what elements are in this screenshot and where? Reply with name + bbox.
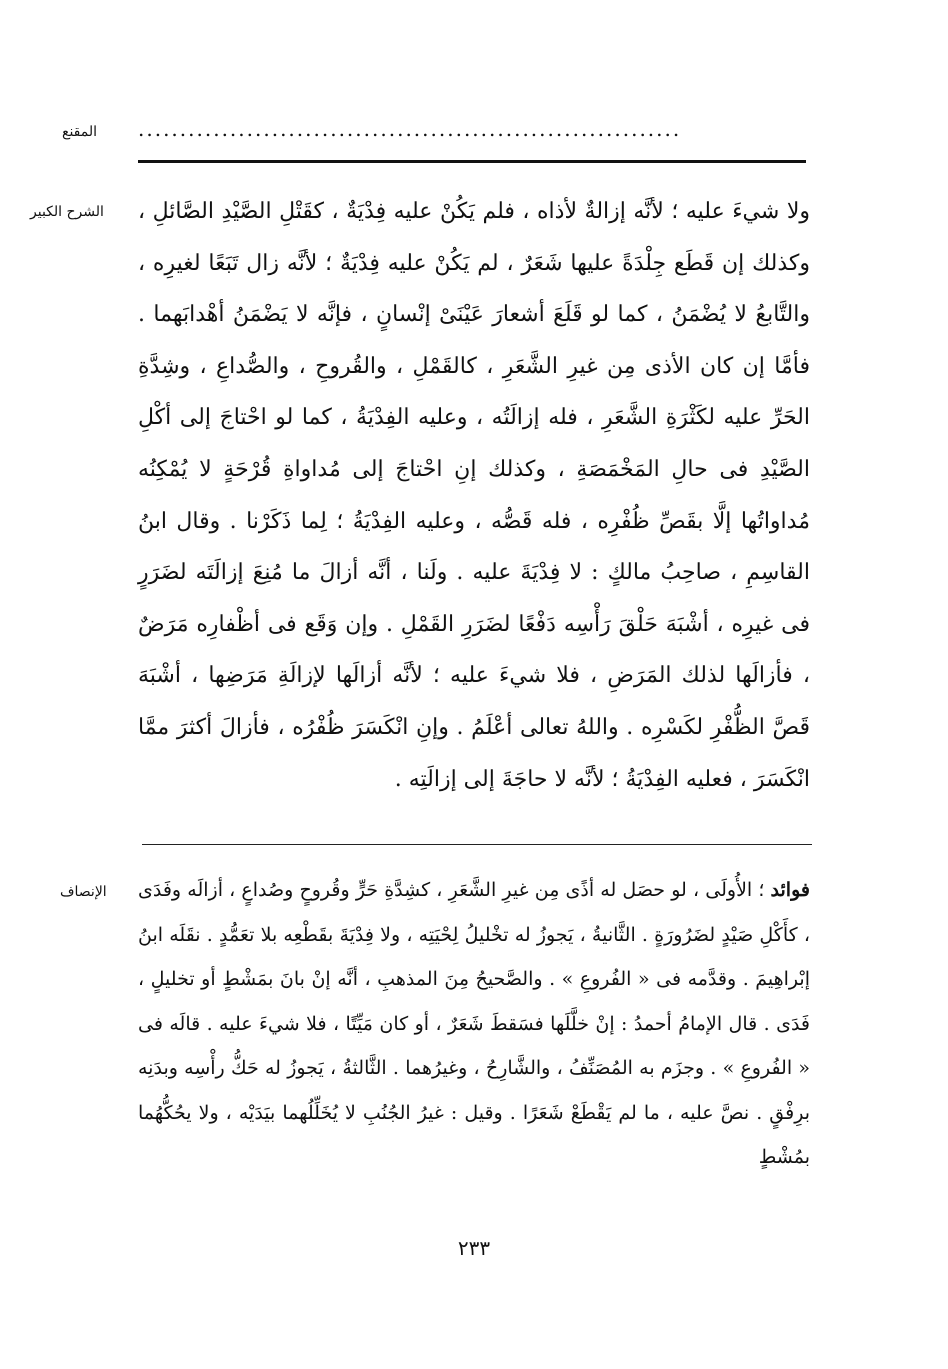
side-label-insaf: الإنصاف xyxy=(60,884,107,900)
dotted-leader: ................................................................. xyxy=(138,118,682,140)
insaf-paragraph xyxy=(138,868,810,1180)
section-divider xyxy=(142,844,812,845)
page-number: ٢٣٣ xyxy=(457,1236,491,1260)
fawaid-heading: فوائد xyxy=(770,879,810,901)
side-label-sharh: الشرح الكبير xyxy=(30,204,104,220)
header-rule xyxy=(138,160,806,163)
main-paragraph: ولا شيءَ عليه ؛ لأنَّه إزالةٌ لأذاه ، فلم يَكُنْ عليه فِدْيَةٌ ، كقَتْلِ الصَّيْدِ الصَّائلِ ، وكذلك إن قَطَع جِلْدَةً عليها شَعَرٌ ، لم يَكُنْ عليه فِدْيَةٌ ؛ لأنَّه زال تَبَعًا لغيرِه ، والتَّابعُ لا يُضْمَنُ ، كما لو قَلَعَ أشعارَ عَيْنَىْ إنْسانٍ ، فإنَّه لا يَضْمَنُ أهْدابَهما . فأمَّا إن كان الأذى مِن غيرِ الشَّعَرِ ، كالقَمْلِ ، والقُروحِ ، والصُّداعِ ، وشِدَّةِ الحَرِّ عليه لكَثْرَةِ الشَّعَرِ ، فله إزالَتُه ، وعليه الفِدْيَةُ ، كما لو احْتاجَ إلى أكْلِ الصَّيْدِ فى حالِ المَخْمَصَةِ ، وكذلك إنِ احْتاجَ إلى مُداواةِ قُرْحَةٍ لا يُمْكِنُه مُداواتُها إلَّا بقَصِّ ظُفْرِه ، فله قَصُّه ، وعليه الفِدْيَةُ ؛ لِما ذَكَرْنا . وقال ابنُ القاسِمِ ، صاحِبُ مالكٍ : لا فِدْيَةَ عليه . ولَنا ، أنَّه أزالَ ما مُنِعَ إزالَتَه لضَرَرٍ فى غيرِه ، أشْبَهَ حَلْقَ رَأْسِه دَفْعًا لضَرَرِ القَمْلِ . وإن وَقَع فى أظْفارِه مَرَضٌ ، فأزالَها لذلك المَرَضِ ، فلا شيءَ عليه ؛ لأنَّه أزالَها لإزالَةِ مَرَضِها ، أشْبَهَ قَصَّ الظُّفْرِ لكَسْرِه . واللهُ تعالى أعْلَمُ . وإنِ انْكَسَرَ ظُفْرُه ، فأزالَ أكثرَ ممَّا انْكَسَرَ ، فعليه الفِدْيَةُ ؛ لأنَّه لا حاجَةَ إلى إزالَتِه . xyxy=(138,199,810,792)
insaf-body: ؛ الأُولَى ، لو حصَل له أذًى مِن غيرِ الشَّعَرِ ، كشِدَّةِ حَرٍّ وقُروحٍ وصُداعٍ ، أزالَه وفَدَى ، كأَكْلِ صَيْدٍ لضَرُورَةٍ . الثَّانيةُ ، يَجوزُ له تخْليلُ لِحْيَتِه ، ولا فِدْيَةَ بقَطْعِه بلا تعَمُّدٍ . نقَلَه ابنُ إبْراهِيمَ . وقدَّمه فى « الفُروعِ » . والصَّحيحُ مِنَ المذهبِ ، أنَّه إنْ بانَ بمَشْطٍ أو تخليلٍ ، فَدَى . قال الإمامُ أحمدُ : إنْ خلَّلَها فسَقطَ شَعَرٌ ، أو كان مَيِّتًا ، فلا شيءَ عليه . قالَه فى « الفُروعِ » . وجزَم به المُصَنِّفُ ، والشَّارِحُ ، وغيرُهما . الثَّالثةُ ، يَجوزُ له حَكُّ رأْسِه وبدَنِه برِفْقٍ . نصَّ عليه ، ما لم يَقْطَعْ شَعَرًا . وقيل : غيرُ الجُنُبِ لا يُخَلِّلُهما بيَدَيْه ، ولا يحُكُّهُما بمُشْطٍ xyxy=(138,879,810,1168)
main-commentary-text xyxy=(138,186,810,805)
running-title: المقنع xyxy=(62,124,98,140)
insaf-text xyxy=(138,868,810,1180)
